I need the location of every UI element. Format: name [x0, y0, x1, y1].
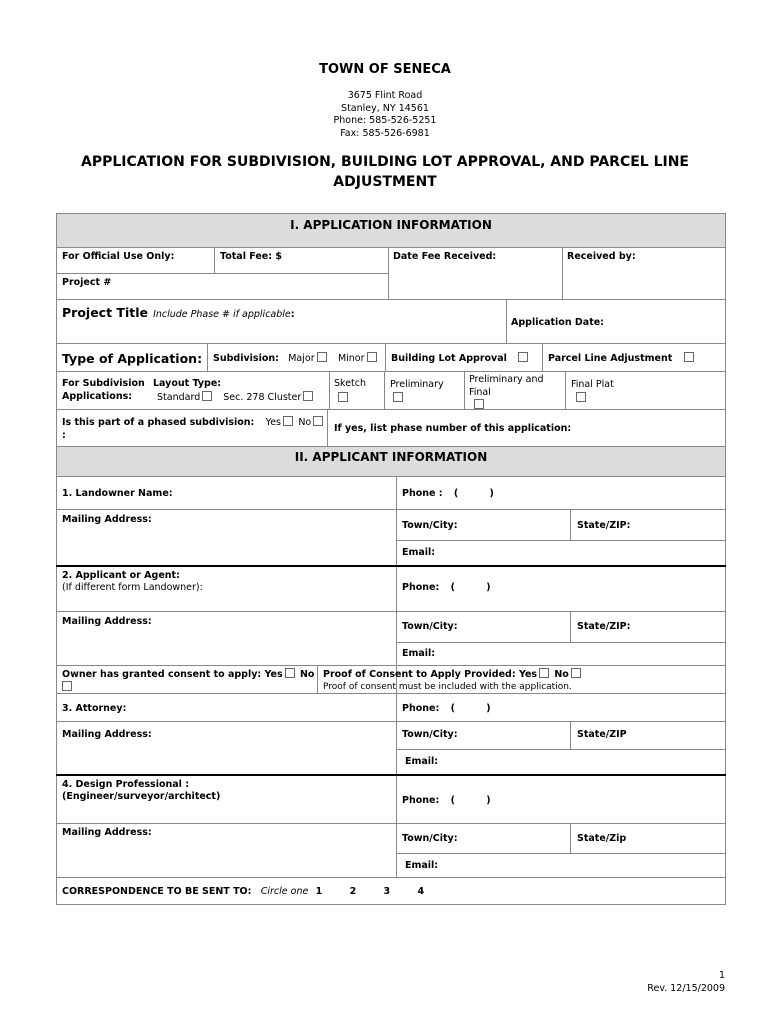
subdivision-label: Subdivision: — [213, 353, 279, 364]
parcel-line-group — [548, 352, 696, 364]
landowner-phone-paren-close: ) — [489, 488, 494, 499]
subdivision-group — [213, 352, 379, 364]
footer — [647, 970, 725, 995]
landowner-name-field[interactable]: 1. Landowner Name: — [62, 488, 173, 499]
building-lot-label: Building Lot Approval — [391, 353, 507, 364]
form-title-line2: ADJUSTMENT — [333, 174, 437, 190]
type-of-application-label: Type of Application: — [62, 351, 203, 366]
attorney-phone-field[interactable] — [402, 703, 491, 714]
preliminary-checkbox[interactable] — [393, 392, 403, 402]
form-title — [0, 152, 770, 192]
address-street: 3675 Flint Road — [347, 90, 423, 101]
applicant-mailing-field[interactable]: Mailing Address: — [62, 616, 152, 627]
attorney-name-field[interactable]: 3. Attorney: — [62, 703, 127, 714]
landowner-statezip-field[interactable]: State/ZIP: — [577, 520, 631, 531]
proof-consent-no-label: No — [554, 669, 569, 680]
date-fee-received-field[interactable]: Date Fee Received: — [393, 251, 497, 262]
design-statezip-field[interactable]: State/Zip — [577, 833, 627, 844]
standard-label: Standard — [157, 392, 201, 403]
building-lot-checkbox[interactable] — [518, 352, 528, 362]
proof-consent-label: Proof of Consent to Apply Provided: Yes — [323, 669, 538, 680]
phased-colon: : — [62, 430, 66, 441]
landowner-phone-field[interactable] — [402, 488, 494, 499]
applicant-phone-paren-close: ) — [486, 582, 491, 593]
correspondence-label: CORRESPONDENCE TO BE SENT TO: — [62, 886, 252, 897]
design-mailing-field[interactable]: Mailing Address: — [62, 827, 152, 838]
section1-heading: I. APPLICATION INFORMATION — [57, 214, 725, 247]
for-subdivision-label — [62, 378, 145, 403]
preliminary-label: Preliminary — [390, 379, 444, 390]
phased-no-label: No — [298, 417, 312, 428]
for-subdivision-line1: For Subdivision — [62, 378, 145, 389]
address-fax: Fax: 585-526-6981 — [340, 127, 430, 139]
proof-consent-no-checkbox[interactable] — [571, 668, 581, 678]
design-professional-field[interactable] — [62, 779, 220, 803]
correspondence-option-2[interactable]: 2 — [349, 886, 357, 897]
minor-checkbox[interactable] — [367, 352, 377, 362]
prelim-final-line2: Final — [469, 386, 491, 398]
project-title-colon: : — [290, 309, 295, 320]
sec278-checkbox[interactable] — [303, 391, 313, 401]
applicant-email-field[interactable]: Email: — [402, 648, 436, 659]
form-title-line1: APPLICATION FOR SUBDIVISION, BUILDING LOT APPROVAL, AND PARCEL LINE — [81, 154, 689, 170]
applicant-phone-paren-open: ( — [450, 582, 455, 593]
owner-consent-label: Owner has granted consent to apply: Yes — [62, 669, 283, 680]
applicant-statezip-field[interactable]: State/ZIP: — [577, 621, 631, 632]
phased-yes-checkbox[interactable] — [283, 416, 293, 426]
section2-heading: II. APPLICANT INFORMATION — [57, 447, 725, 476]
final-plat-checkbox[interactable] — [576, 392, 586, 402]
minor-label: Minor — [337, 353, 365, 364]
design-pro-note: (Engineer/surveyor/architect) — [62, 791, 221, 802]
landowner-town-field[interactable]: Town/City: — [402, 520, 458, 531]
parcel-line-checkbox[interactable] — [684, 352, 694, 362]
owner-consent-group — [62, 668, 314, 694]
project-title-label: Project Title — [62, 305, 148, 320]
design-phone-label: Phone: — [402, 795, 440, 806]
major-label: Major — [288, 353, 315, 364]
layout-type-label: Layout Type: — [153, 378, 222, 389]
phased-label: Is this part of a phased subdivision: — [62, 417, 255, 428]
applicant-note: (If different form Landowner): — [62, 582, 203, 593]
prelim-final-label — [469, 374, 544, 399]
owner-consent-yes-checkbox[interactable] — [285, 668, 295, 678]
attorney-mailing-field[interactable]: Mailing Address: — [62, 729, 152, 740]
owner-consent-no-checkbox[interactable] — [62, 681, 72, 691]
applicant-name-field[interactable] — [62, 570, 203, 594]
phased-yes-label: Yes — [265, 417, 282, 428]
town-name: TOWN OF SENECA — [319, 62, 451, 77]
sketch-label: Sketch — [334, 378, 367, 389]
proof-consent-note: Proof of consent must be included with the application. — [323, 682, 572, 692]
received-by-field[interactable]: Received by: — [567, 251, 636, 262]
correspondence-option-3[interactable]: 3 — [383, 886, 391, 897]
attorney-phone-label: Phone: — [402, 703, 440, 714]
proof-consent-yes-checkbox[interactable] — [539, 668, 549, 678]
applicant-town-field[interactable]: Town/City: — [402, 621, 458, 632]
design-town-field[interactable]: Town/City: — [402, 833, 458, 844]
project-title-field[interactable] — [62, 302, 295, 321]
revision-date: Rev. 12/15/2009 — [647, 982, 725, 994]
attorney-statezip-field[interactable]: State/ZIP — [577, 729, 627, 740]
landowner-phone-label: Phone : — [402, 488, 443, 499]
phased-group — [62, 416, 325, 442]
major-checkbox[interactable] — [317, 352, 327, 362]
circle-one-note: Circle one — [260, 886, 309, 897]
prelim-final-checkbox[interactable] — [474, 399, 484, 409]
attorney-email-field[interactable]: Email: — [405, 756, 439, 767]
correspondence-option-1[interactable]: 1 — [315, 886, 323, 897]
phase-number-field[interactable]: If yes, list phase number of this application: — [334, 423, 572, 434]
final-plat-label: Final Plat — [571, 379, 614, 390]
total-fee-field[interactable]: Total Fee: $ — [220, 251, 282, 262]
landowner-phone-paren-open: ( — [453, 488, 459, 499]
prelim-final-line1: Preliminary and — [469, 374, 544, 385]
attorney-town-field[interactable]: Town/City: — [402, 729, 458, 740]
page-number: 1 — [718, 970, 725, 981]
attorney-phone-paren-close: ) — [486, 703, 491, 714]
project-title-note: Include Phase # if applicable — [153, 309, 291, 320]
design-phone-field[interactable] — [402, 795, 491, 806]
design-phone-paren-close: ) — [486, 795, 491, 806]
applicant-phone-label: Phone: — [402, 582, 440, 593]
official-use-label: For Official Use Only: — [62, 251, 175, 262]
sketch-checkbox[interactable] — [338, 392, 348, 402]
correspondence-row — [62, 886, 424, 897]
layout-options — [157, 391, 315, 403]
correspondence-option-4[interactable]: 4 — [417, 886, 425, 897]
sec278-label: Sec. 278 Cluster — [223, 392, 302, 403]
design-pro-label: 4. Design Professional : — [62, 779, 190, 790]
proof-consent-group — [323, 668, 583, 694]
project-number-field[interactable]: Project # — [62, 277, 112, 288]
attorney-phone-paren-open: ( — [450, 703, 455, 714]
for-subdivision-line2: Applications: — [62, 390, 133, 402]
design-phone-paren-open: ( — [450, 795, 455, 806]
applicant-label: 2. Applicant or Agent: — [62, 570, 180, 581]
design-email-field[interactable]: Email: — [405, 860, 439, 871]
building-lot-group — [391, 352, 530, 364]
landowner-email-field[interactable]: Email: — [402, 547, 436, 558]
phased-no-checkbox[interactable] — [313, 416, 323, 426]
owner-consent-no-label: No — [299, 669, 315, 680]
applicant-phone-field[interactable] — [402, 582, 491, 593]
address-phone: Phone: 585-526-5251 — [333, 115, 437, 126]
standard-checkbox[interactable] — [202, 391, 212, 401]
address-block — [0, 90, 770, 140]
application-date-field[interactable]: Application Date: — [511, 317, 604, 328]
address-city: Stanley, NY 14561 — [341, 102, 429, 114]
landowner-mailing-field[interactable]: Mailing Address: — [62, 514, 152, 525]
parcel-line-label: Parcel Line Adjustment — [548, 353, 673, 364]
